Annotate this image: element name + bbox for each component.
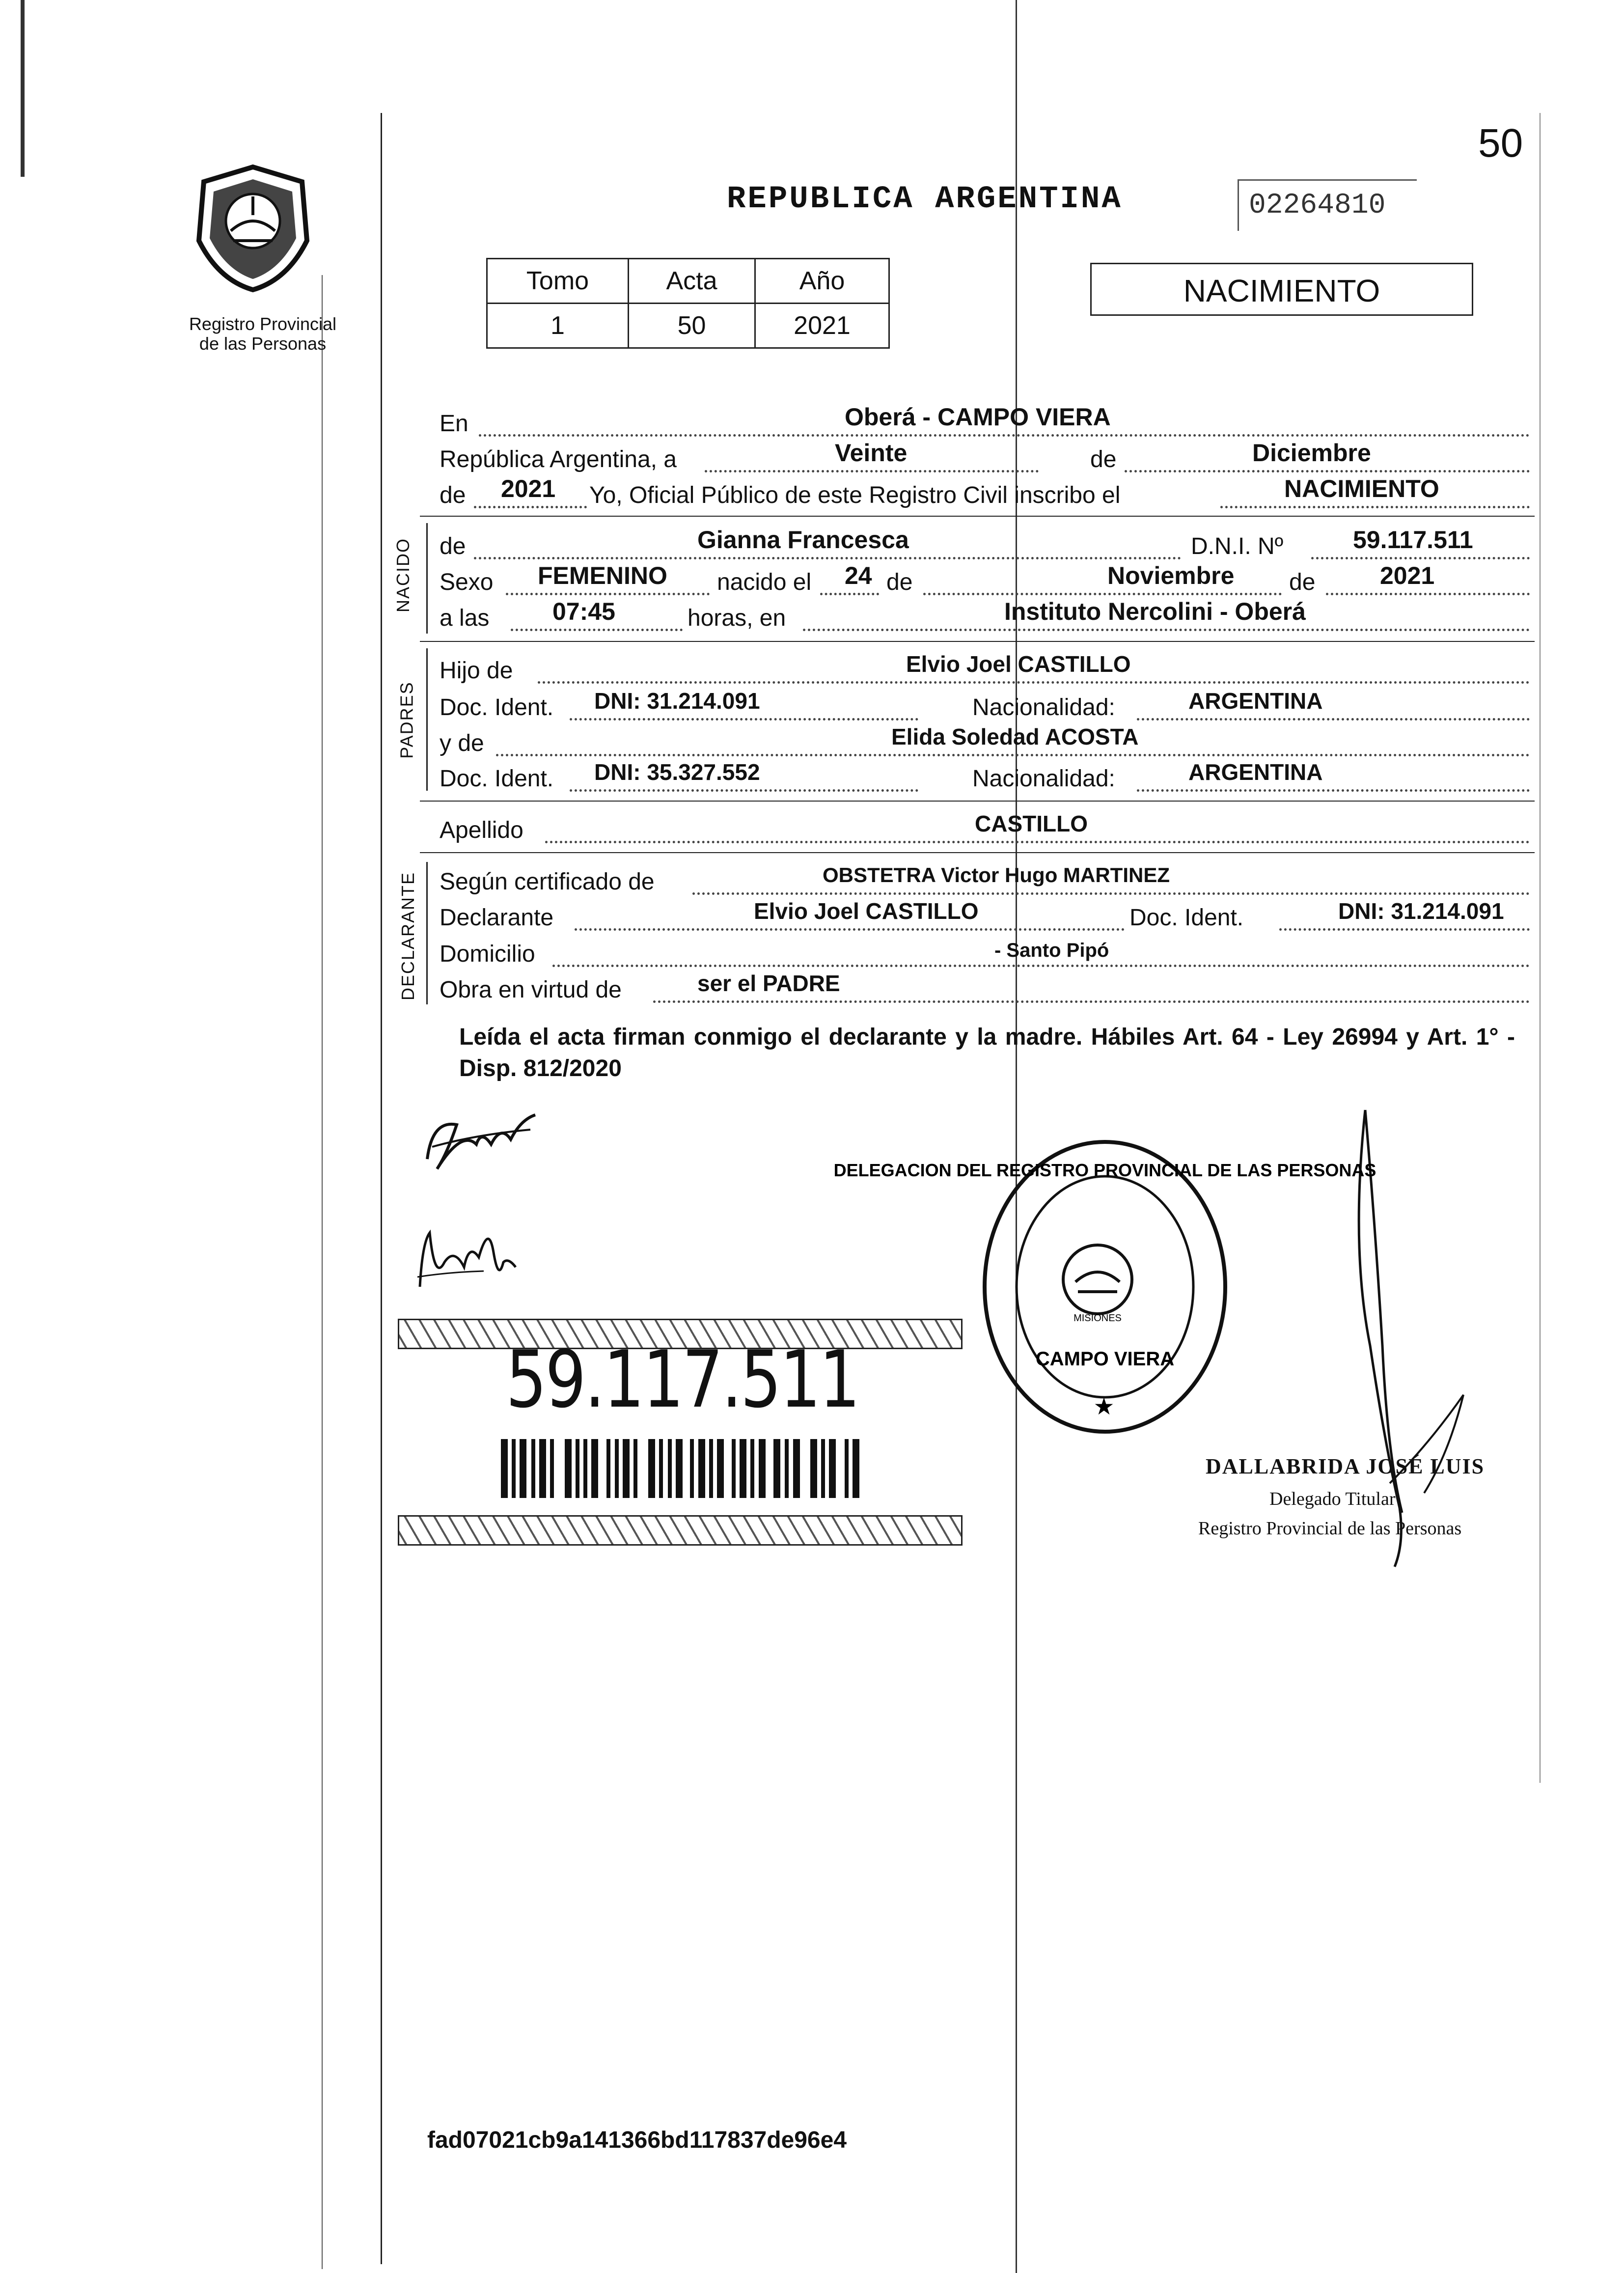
child-name: Gianna Francesca xyxy=(697,526,909,554)
row-declarante xyxy=(440,898,1535,933)
declarante-section-label: DECLARANTE xyxy=(398,871,418,1001)
registry-label-line1: Registro Provincial xyxy=(189,314,337,334)
dni-label: D.N.I. Nº xyxy=(1191,533,1284,559)
birth-day: 24 xyxy=(845,562,872,589)
de-label: de xyxy=(440,533,466,559)
domicilio-label: Domicilio xyxy=(440,941,535,967)
right-margin-line xyxy=(1540,113,1541,1783)
stamp-outer-text: DELEGACION DEL REGISTRO PROVINCIAL DE LAS PERSONAS xyxy=(833,1160,1376,1180)
declarante-doc: DNI: 31.214.091 xyxy=(1338,898,1504,924)
header-acta: Acta xyxy=(629,259,755,304)
yde-label: y de xyxy=(440,730,484,756)
hijo-label: Hijo de xyxy=(440,658,513,684)
father-name: Elvio Joel CASTILLO xyxy=(906,651,1131,677)
day-value: Veinte xyxy=(835,439,908,467)
certificate-value: OBSTETRA Victor Hugo MARTINEZ xyxy=(823,863,1170,887)
de-label: de xyxy=(886,569,913,595)
father-doc: DNI: 31.214.091 xyxy=(594,688,760,714)
cert-label: Según certificado de xyxy=(440,869,655,895)
value-tomo: 1 xyxy=(487,304,629,348)
row-father xyxy=(440,651,1535,686)
birth-year: 2021 xyxy=(1380,562,1435,589)
father-nationality: ARGENTINA xyxy=(1188,688,1323,714)
birth-month: Noviembre xyxy=(1107,562,1235,589)
signature-declarant xyxy=(417,1100,545,1184)
row-surname xyxy=(440,811,1535,846)
nacido-el-label: nacido el xyxy=(717,569,812,595)
doc-label: Doc. Ident. xyxy=(440,694,554,721)
record-table-values xyxy=(487,304,889,348)
page-number: 50 xyxy=(1478,121,1523,166)
nacionalidad-label: Nacionalidad: xyxy=(972,694,1115,721)
de-label: de xyxy=(1090,446,1117,472)
declarante-label: Declarante xyxy=(440,905,554,931)
delegate-organization: Registro Provincial de las Personas xyxy=(1198,1518,1462,1539)
birth-place: Instituto Nercolini - Oberá xyxy=(1004,598,1306,625)
serial-number: 02264810 xyxy=(1238,179,1417,231)
obra-label: Obra en virtud de xyxy=(440,977,622,1003)
declarante-bracket xyxy=(426,862,428,1004)
svg-text:★: ★ xyxy=(1093,1394,1115,1420)
padres-section-label: PADRES xyxy=(396,681,417,759)
row-certificate xyxy=(440,863,1535,897)
security-band-bottom xyxy=(398,1515,963,1546)
signature-mother xyxy=(410,1213,523,1302)
header-tomo: Tomo xyxy=(487,259,629,304)
record-table-header xyxy=(487,259,889,304)
declarante-name: Elvio Joel CASTILLO xyxy=(754,898,979,924)
divider-padres-top xyxy=(420,641,1535,642)
stamp-inner-text: CAMPO VIERA xyxy=(1035,1348,1175,1370)
row-year xyxy=(440,475,1535,511)
nacido-section-label: NACIDO xyxy=(393,537,413,613)
value-acta: 50 xyxy=(629,304,755,348)
obra-value: ser el PADRE xyxy=(697,970,840,996)
divider-apellido-top xyxy=(420,801,1535,802)
sexo-label: Sexo xyxy=(440,569,494,595)
dni-number-large: 59.117.511 xyxy=(506,1333,859,1425)
row-obra xyxy=(440,970,1535,1005)
left-margin-line xyxy=(381,113,382,2264)
divider-nacido-top xyxy=(420,516,1535,517)
row-sex xyxy=(440,562,1535,598)
row-place xyxy=(440,403,1535,439)
padres-bracket xyxy=(426,648,428,791)
binding-line xyxy=(322,275,323,2269)
domicilio-value: - Santo Pipó xyxy=(994,940,1109,961)
row-date xyxy=(440,439,1535,475)
row-domicilio xyxy=(440,939,1535,970)
apellido-label: Apellido xyxy=(440,817,523,843)
en-label: En xyxy=(440,411,468,437)
header-ano: Año xyxy=(755,259,889,304)
registry-label-line2: de las Personas xyxy=(199,333,327,354)
mother-doc: DNI: 35.327.552 xyxy=(594,759,760,785)
delegate-role: Delegado Titular xyxy=(1269,1489,1396,1509)
closing-text: Leída el acta firman conmigo el declarante y la madre. Hábiles Art. 64 - Ley 26994 y Art. 1° - Disp. 812/2020 xyxy=(459,1024,1515,1081)
sexo-value: FEMENINO xyxy=(538,562,667,589)
a-las-label: a las xyxy=(440,605,490,631)
value-ano: 2021 xyxy=(755,304,889,348)
row-mother xyxy=(440,724,1535,759)
document-type: NACIMIENTO xyxy=(1090,263,1473,316)
row-mother-doc xyxy=(440,759,1535,794)
republic-label: República Argentina, a xyxy=(440,446,677,472)
row-father-doc xyxy=(440,688,1535,723)
delegate-name: DALLABRIDA JOSÉ LUIS xyxy=(1206,1454,1485,1478)
country-title: REPUBLICA ARGENTINA xyxy=(727,182,1123,217)
doc-label: Doc. Ident. xyxy=(440,766,554,792)
de-label: de xyxy=(1289,569,1316,595)
birth-time: 07:45 xyxy=(552,598,615,625)
binding-line-2 xyxy=(21,0,25,177)
mother-name: Elida Soledad ACOSTA xyxy=(891,724,1139,749)
divider-declarante-top xyxy=(420,852,1535,853)
nacido-bracket xyxy=(426,523,428,634)
mother-nationality: ARGENTINA xyxy=(1188,759,1323,785)
registry-logo-icon xyxy=(179,157,327,300)
stamp-center-text: MISIONES xyxy=(1073,1313,1122,1324)
nacionalidad-label: Nacionalidad: xyxy=(972,766,1115,792)
horas-label: horas, en xyxy=(688,605,786,631)
row-time xyxy=(440,598,1535,634)
record-table xyxy=(486,258,890,349)
child-dni: 59.117.511 xyxy=(1353,526,1473,554)
officer-text: Yo, Oficial Público de este Registro Civil inscribo el xyxy=(589,482,1121,508)
surname-value: CASTILLO xyxy=(975,811,1088,836)
de-label-2: de xyxy=(440,482,466,508)
month-value: Diciembre xyxy=(1252,439,1371,467)
registry-stamp xyxy=(833,1135,1376,1439)
row-name xyxy=(440,526,1535,562)
registry-label xyxy=(174,314,351,354)
barcode-icon xyxy=(501,1439,864,1498)
inscription-value: NACIMIENTO xyxy=(1284,475,1439,502)
document-hash: fad07021cb9a141366bd117837de96e4 xyxy=(427,2127,847,2153)
doc-label: Doc. Ident. xyxy=(1129,905,1244,931)
year-value: 2021 xyxy=(501,475,556,502)
place-value: Oberá - CAMPO VIERA xyxy=(845,403,1111,431)
